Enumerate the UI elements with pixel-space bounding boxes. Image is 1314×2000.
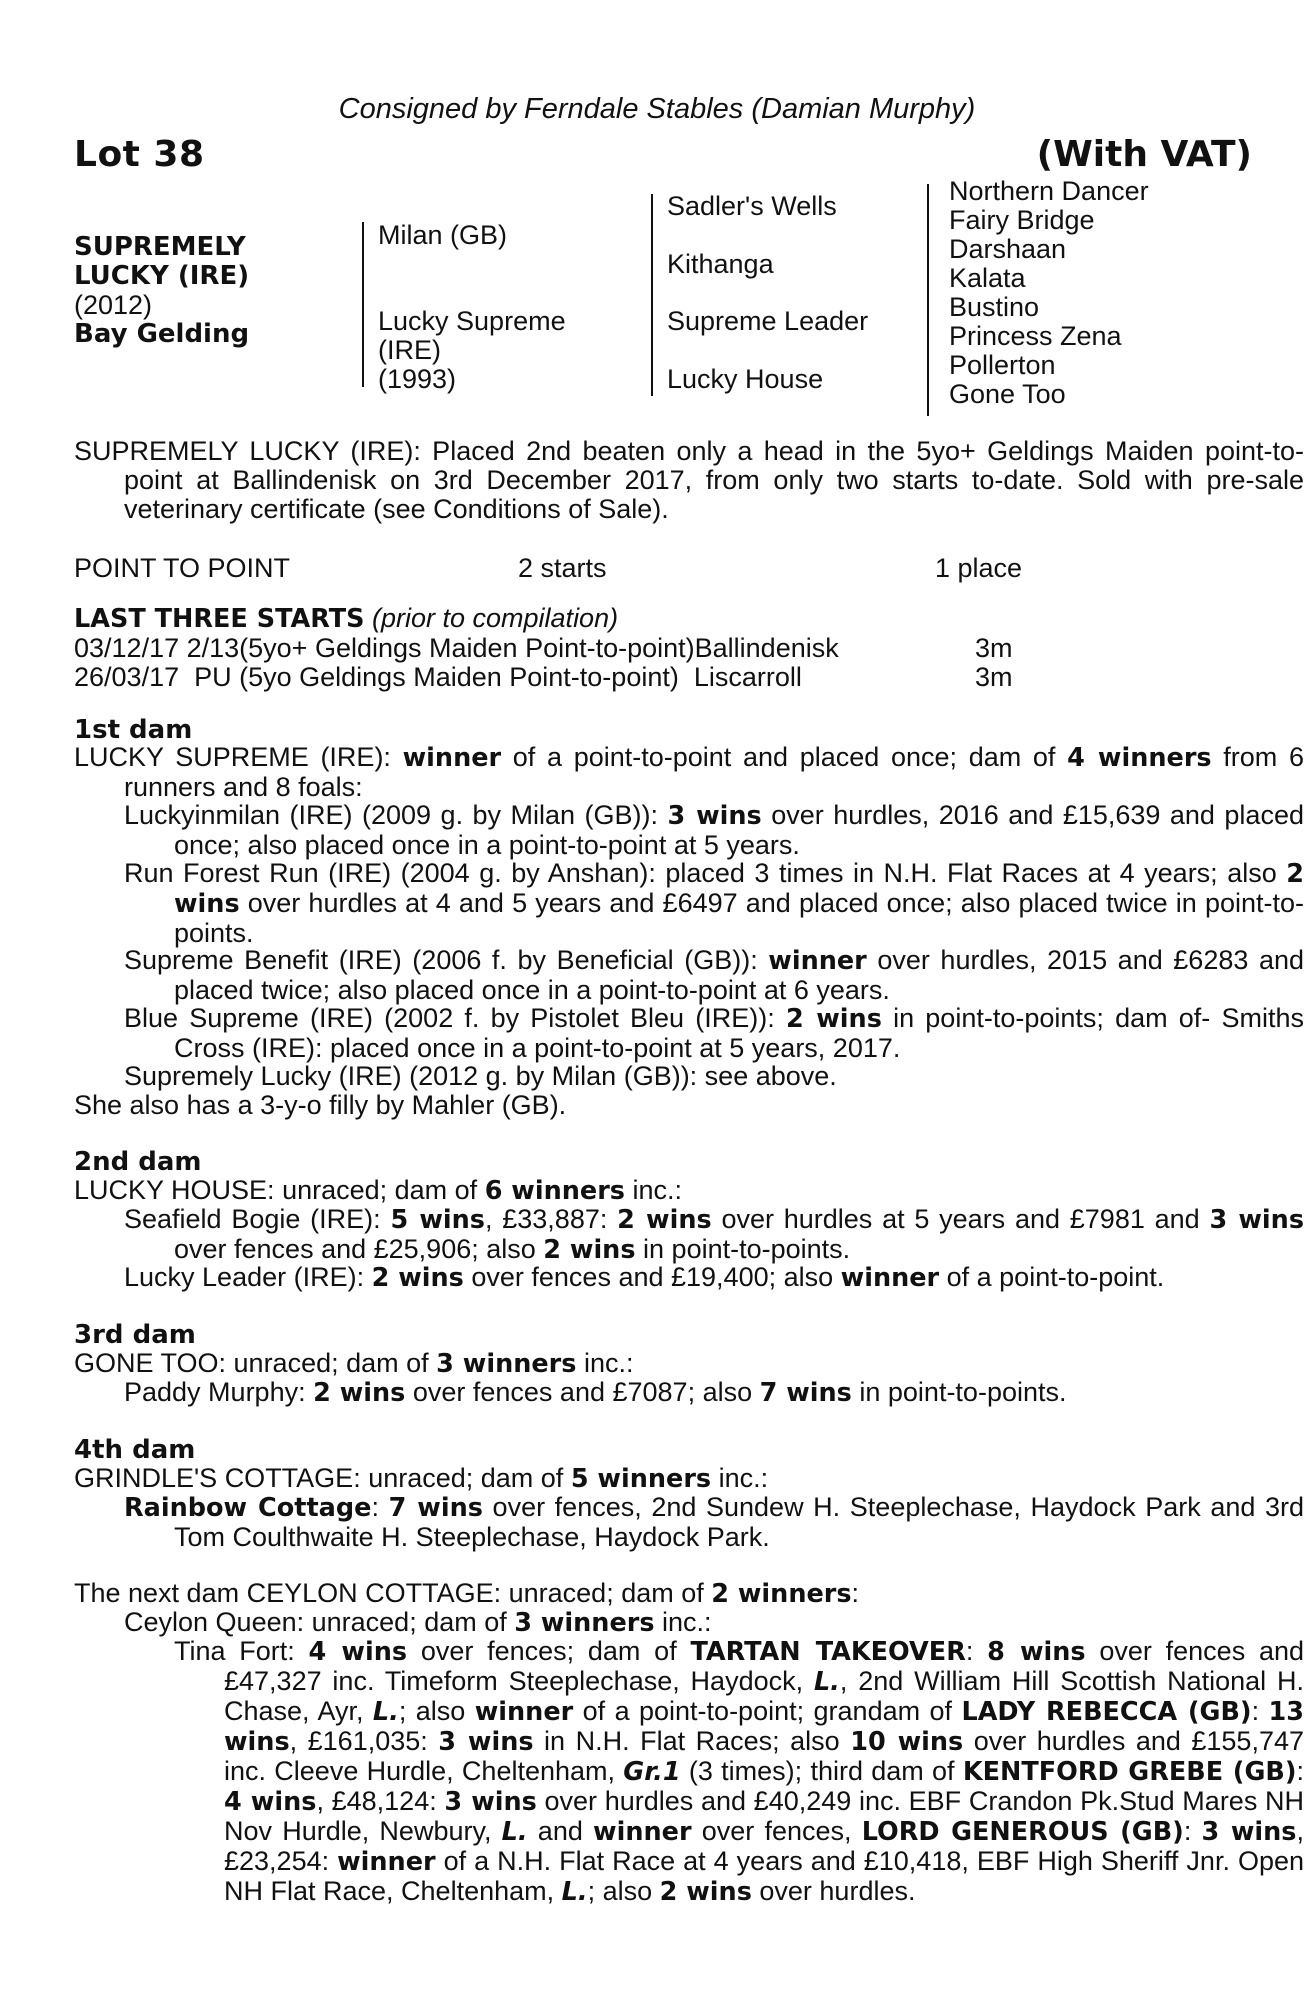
third-dam-heading: 3rd dam [74, 1320, 196, 1350]
last-start-row-2-distance: 3m [975, 662, 1013, 692]
pedigree-gen3-8: Gone Too [949, 379, 1066, 409]
pedigree-divider-1 [362, 222, 364, 387]
record-label: POINT TO POINT [74, 553, 291, 583]
pedigree-gen2-3: Supreme Leader [667, 306, 869, 336]
pedigree-dam-line1: Lucky Supreme [378, 306, 566, 336]
vat-note: (With VAT) [1036, 134, 1252, 175]
first-dam-footer: She also has a 3-y-o filly by Mahler (GB). [74, 1090, 567, 1120]
pedigree-divider-2 [651, 194, 653, 396]
horse-identity [74, 233, 249, 349]
next-dam-intro: The next dam CEYLON COTTAGE: unraced; dam of 2 winners: [74, 1578, 860, 1609]
pedigree-gen2-1: Sadler's Wells [667, 191, 837, 221]
fourth-dam-intro: GRINDLE'S COTTAGE: unraced; dam of 5 winners inc.: [74, 1463, 769, 1494]
pedigree-gen2-2: Kithanga [667, 249, 774, 279]
last-starts-subtitle: (prior to compilation) [372, 603, 619, 633]
second-dam-heading: 2nd dam [74, 1147, 202, 1177]
first-dam-produce-4: Blue Supreme (IRE) (2002 f. by Pistolet Bleu (IRE)): 2 wins in point-to-points; dam of- Smiths Cross (IRE): placed once in a point-to-point at 5 years, 2017. [124, 1003, 1304, 1063]
second-dam-intro: LUCKY HOUSE: unraced; dam of 6 winners inc.: [74, 1175, 682, 1206]
pedigree-dam [378, 307, 566, 394]
horse-name-line1: SUPREMELY [74, 232, 246, 262]
summary-paragraph: SUPREMELY LUCKY (IRE): Placed 2nd beaten only a head in the 5yo+ Geldings Maiden point-to-point at Ballindenisk on 3rd December 2017, from only two starts to-date. Sold with pre-sale veterinary certificate (see Conditions of Sale). [74, 436, 1304, 524]
last-starts-title: LAST THREE STARTS [74, 604, 365, 634]
lot-number: Lot 38 [74, 134, 205, 175]
fourth-dam-produce-1: Rainbow Cottage: 7 wins over fences, 2nd Sundew H. Steeplechase, Haydock Park and 3rd Tom Coulthwaite H. Steeplechase, Haydock Park. [124, 1492, 1304, 1552]
pedigree-gen3-2: Fairy Bridge [949, 205, 1095, 235]
last-start-row-1-distance: 3m [975, 633, 1013, 663]
first-dam-heading: 1st dam [74, 715, 193, 745]
second-dam-produce-2: Lucky Leader (IRE): 2 wins over fences and £19,400; also winner of a point-to-point. [124, 1262, 1165, 1293]
next-dam-produce-2: Tina Fort: 4 wins over fences; dam of TARTAN TAKEOVER: 8 wins over fences and £47,327 inc. Timeform Steeplechase, Haydock, L., 2nd William Hill Scottish National H. Chase, Ayr, L.; also winner of a point-to-point; grandam of LADY REBECCA (GB): 13 wins, £161,035: 3 wins in N.H. Flat Races; also 10 wins over hurdles and £155,747 inc. Cleeve Hurdle, Cheltenham, Gr.1 (3 times); third dam of KENTFORD GREBE (GB): 4 wins, £48,124: 3 wins over hurdles and £40,249 inc. EBF Crandon Pk.Stud Mares NH Nov Hurdle, Newbury, L. and winner over fences, LORD GENEROUS (GB): 3 wins, £23,254: winner of a N.H. Flat Race at 4 years and £10,418, EBF High Sheriff Jnr. Open NH Flat Race, Cheltenham, L.; also 2 wins over hurdles. [174, 1636, 1304, 1907]
horse-name-line2: LUCKY (IRE) [74, 261, 250, 291]
pedigree-dam-line3: (1993) [378, 364, 457, 394]
pedigree-gen3-4: Kalata [949, 263, 1026, 293]
last-start-row-2-race: 26/03/17 PU (5yo Geldings Maiden Point-to-point) Liscarroll [74, 662, 802, 692]
first-dam-produce-1: Luckyinmilan (IRE) (2009 g. by Milan (GB)): 3 wins over hurdles, 2016 and £15,639 and placed once; also placed once in a point-to-point at 5 years. [124, 800, 1304, 860]
pedigree-sire: Milan (GB) [378, 220, 508, 250]
last-start-row-1-race: 03/12/17 2/13(5yo+ Geldings Maiden Point-to-point)Ballindenisk [74, 633, 839, 663]
third-dam-produce-1: Paddy Murphy: 2 wins over fences and £7087; also 7 wins in point-to-points. [124, 1377, 1067, 1408]
pedigree-gen3-3: Darshaan [949, 234, 1067, 264]
record-starts: 2 starts [518, 553, 607, 583]
next-dam-produce-1: Ceylon Queen: unraced; dam of 3 winners inc.: [124, 1607, 712, 1638]
last-starts-heading [74, 603, 618, 634]
pedigree-divider-3 [927, 184, 929, 416]
first-dam-intro: LUCKY SUPREME (IRE): winner of a point-to-point and placed once; dam of 4 winners from 6 runners and 8 foals: [74, 742, 1304, 802]
fourth-dam-heading: 4th dam [74, 1435, 196, 1465]
pedigree-gen3 [949, 177, 1149, 409]
horse-sex: Bay Gelding [74, 319, 250, 349]
pedigree-gen2-4: Lucky House [667, 364, 824, 394]
consignor-line: Consigned by Ferndale Stables (Damian Murphy) [338, 93, 976, 125]
pedigree-gen3-6: Princess Zena [949, 321, 1122, 351]
pedigree-dam-line2: (IRE) [378, 335, 441, 365]
horse-year: (2012) [74, 290, 153, 320]
second-dam-produce-1: Seafield Bogie (IRE): 5 wins, £33,887: 2 wins over hurdles at 5 years and £7981 and 3 wins over fences and £25,906; also 2 wins in point-to-points. [124, 1204, 1304, 1265]
pedigree-gen3-5: Bustino [949, 292, 1040, 322]
first-dam-produce-3: Supreme Benefit (IRE) (2006 f. by Beneficial (GB)): winner over hurdles, 2015 and £6283 and placed twice; also placed once in a point-to-point at 6 years. [124, 945, 1304, 1005]
record-places: 1 place [935, 553, 1023, 583]
pedigree-gen3-7: Pollerton [949, 350, 1056, 380]
third-dam-intro: GONE TOO: unraced; dam of 3 winners inc.: [74, 1348, 634, 1379]
first-dam-produce-2: Run Forest Run (IRE) (2004 g. by Anshan): placed 3 times in N.H. Flat Races at 4 years; also 2 wins over hurdles at 4 and 5 years and £6497 and placed once; also placed twice in point-to-points. [124, 858, 1304, 948]
first-dam-produce-5: Supremely Lucky (IRE) (2012 g. by Milan (GB)): see above. [124, 1061, 837, 1091]
pedigree-gen3-1: Northern Dancer [949, 176, 1149, 206]
